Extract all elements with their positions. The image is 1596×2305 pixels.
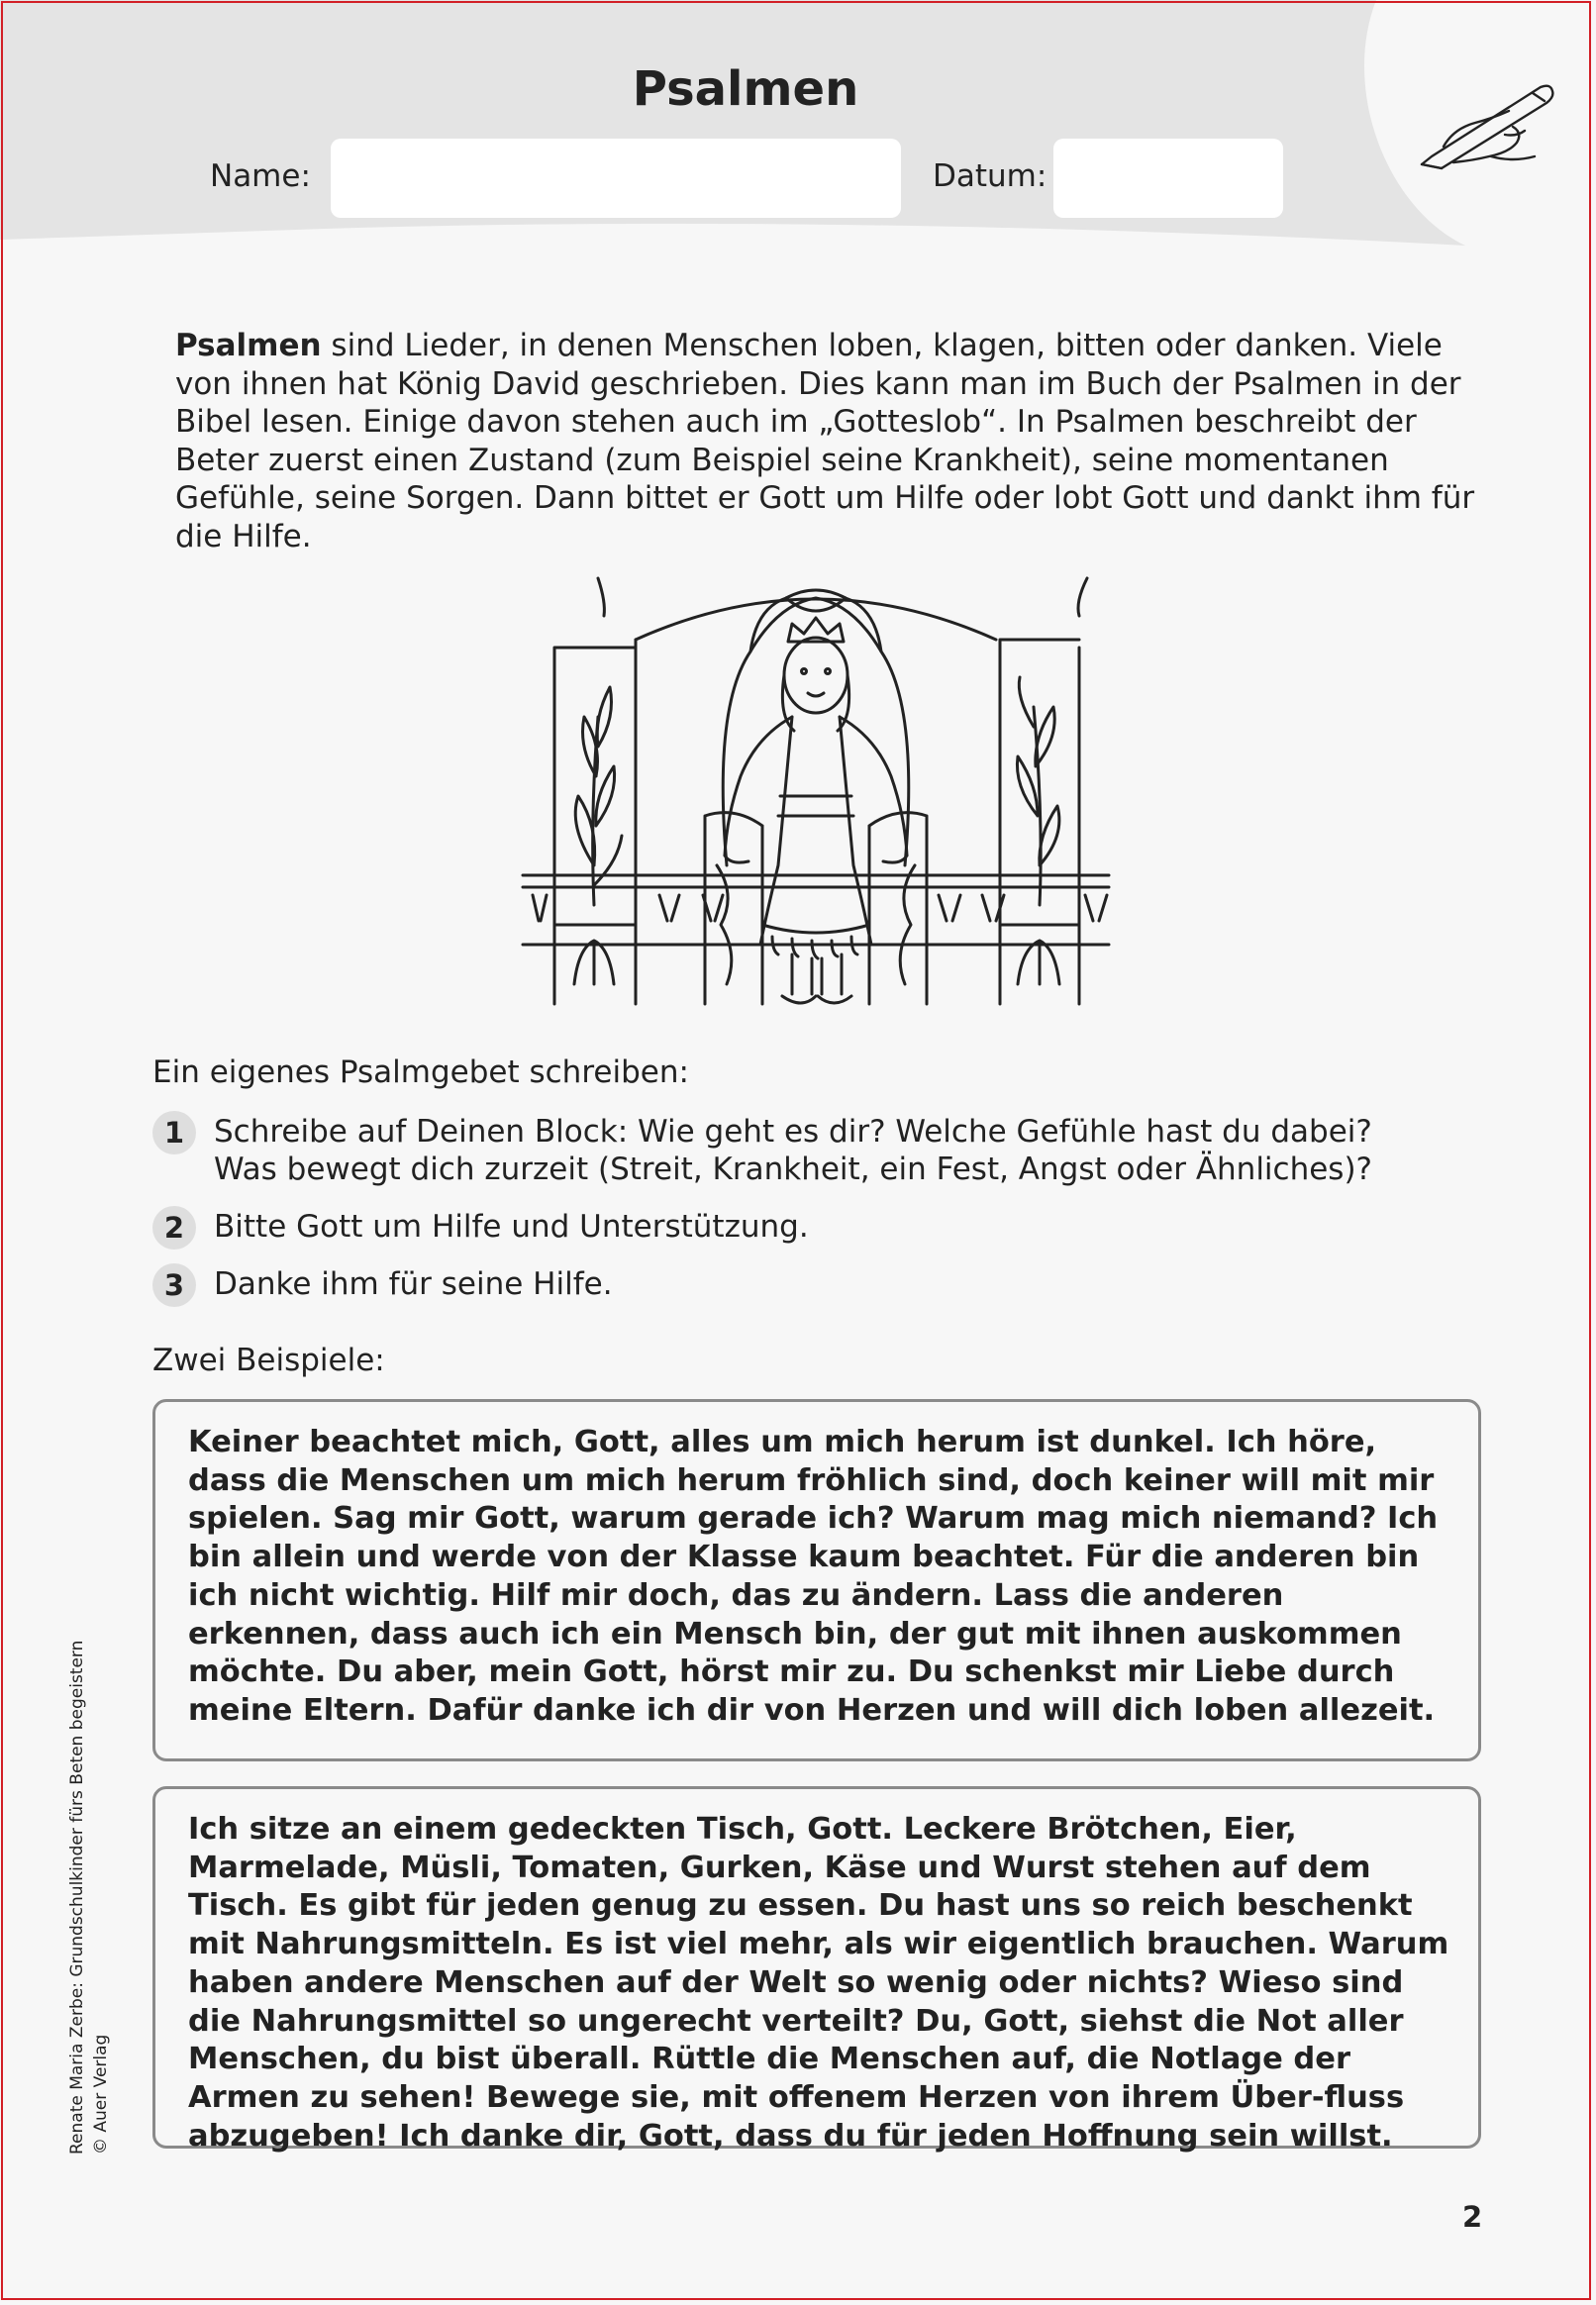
king-david-throne-illustration	[519, 568, 1113, 1024]
step-number-badge: 3	[152, 1263, 196, 1307]
step-number-badge: 2	[152, 1206, 196, 1250]
name-label: Name:	[210, 158, 311, 194]
credit-publisher-line: © Auer Verlag	[91, 2034, 111, 2155]
example-box-2: Ich sitze an einem gedeckten Tisch, Gott. Leckere Brötchen, Eier, Marmelade, Müsli, Tomaten, Gurken, Käse und Wurst stehen auf dem Tisch. Es gibt für jeden genug zu essen. Du hast uns so reich beschenkt mit Nahrungsmitteln. Es ist viel mehr, als wir eigentlich brauchen. Warum haben andere Menschen auf der Welt so wenig oder nichts? Wieso sind die Nahrungsmittel so ungerecht verteilt? Du, Gott, siehst die Not aller Menschen, du bist überall. Rüttle die Menschen auf, die Notlage der Armen zu sehen! Bewege sie, mit offenem Herzen von ihrem Über-fluss abzugeben! Ich danke dir, Gott, dass du für jeden Hoffnung sein willst.	[152, 1786, 1481, 2149]
step-text-line: Schreibe auf Deinen Block: Wie geht es dir? Welche Gefühle hast du dabei?	[214, 1114, 1372, 1150]
step-text: Bitte Gott um Hilfe und Unterstützung.	[214, 1209, 809, 1245]
task-heading: Ein eigenes Psalmgebet schreiben:	[152, 1054, 689, 1090]
step-number-badge: 1	[152, 1111, 196, 1154]
step-text-line: Was bewegt dich zurzeit (Streit, Krankheit, ein Fest, Angst oder Ähnliches)?	[214, 1152, 1373, 1187]
intro-paragraph	[175, 327, 1482, 555]
intro-text: sind Lieder, in denen Menschen loben, klagen, bitten oder danken. Viele von ihnen hat König David geschrieben. Dies kann man im Buch der Psalmen in der Bibel lesen. Einige davon stehen auch im „Gotteslob“. In Psalmen beschreibt der Beter zuerst einen Zustand (zum Beispiel seine Krankheit), seine momentanen Gefühle, seine Sorgen. Dann bittet er Gott um Hilfe oder lobt Gott und dankt ihm für die Hilfe.	[175, 328, 1475, 554]
date-label: Datum:	[933, 158, 1047, 194]
header-band	[0, 0, 1596, 257]
step-text: Danke ihm für seine Hilfe.	[214, 1266, 613, 1302]
examples-heading: Zwei Beispiele:	[152, 1343, 385, 1378]
name-field[interactable]	[331, 139, 901, 218]
date-field[interactable]	[1053, 139, 1283, 218]
intro-bold-term: Psalmen	[175, 328, 322, 363]
page-number: 2	[1462, 2200, 1483, 2234]
writing-hand-icon	[1414, 77, 1562, 176]
copyright-credit	[65, 1600, 113, 2155]
page-title: Psalmen	[632, 61, 859, 117]
step-text	[214, 1113, 1442, 1188]
credit-author-line: Renate Maria Zerbe: Grundschulkinder fürs Beten begeistern	[67, 1640, 87, 2155]
example-box-1: Keiner beachtet mich, Gott, alles um mich herum ist dunkel. Ich höre, dass die Menschen um mich herum fröhlich sind, doch keiner will mit mir spielen. Sag mir Gott, warum gerade ich? Warum mag mich niemand? Ich bin allein und werde von der Klasse kaum beachtet. Für die anderen bin ich nicht wichtig. Hilf mir doch, das zu ändern. Lass die anderen erkennen, dass auch ich ein Mensch bin, der gut mit ihnen auskommen möchte. Du aber, mein Gott, hörst mir zu. Du schenkst mir Liebe durch meine Eltern. Dafür danke ich dir von Herzen und will dich loben allezeit.	[152, 1399, 1481, 1761]
